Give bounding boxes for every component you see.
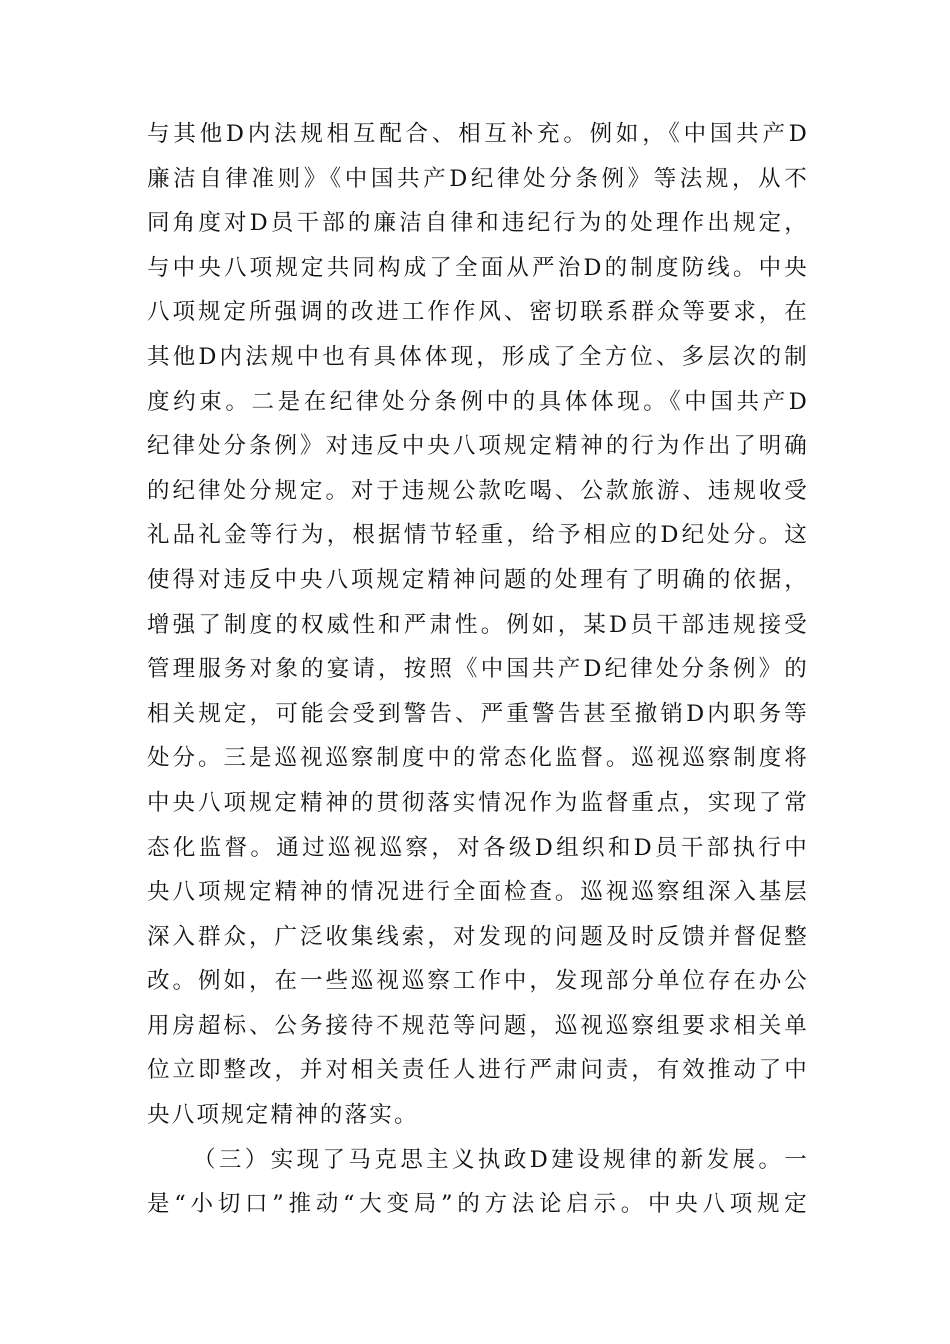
paragraph-end-line: 央八项规定精神的落实。 [147, 1102, 419, 1129]
text-line: 处分。三是巡视巡察制度中的常态化监督。巡视巡察制度将 [147, 745, 809, 772]
text-line: 央八项规定精神的情况进行全面检查。巡视巡察组深入基层 [147, 879, 809, 906]
text-line: 位立即整改，并对相关责任人进行严肃问责，有效推动了中 [147, 1057, 809, 1084]
text-line: 其他D内法规中也有具体体现，形成了全方位、多层次的制 [147, 343, 809, 370]
text-line: 与其他D内法规相互配合、相互补充。例如，《中国共产D [147, 121, 809, 147]
text-line: 的纪律处分规定。对于违规公款吃喝、公款旅游、违规收受 [147, 477, 809, 504]
text-line: 是“小切口”推动“大变局”的方法论启示。中央八项规定 [147, 1191, 809, 1218]
text-line: 中央八项规定精神的贯彻落实情况作为监督重点，实现了常 [147, 789, 809, 816]
text-line: 相关规定，可能会受到警告、严重警告甚至撤销D内职务等 [147, 700, 809, 727]
text-line: 与中央八项规定共同构成了全面从严治D的制度防线。中央 [147, 254, 809, 281]
text-line: 八项规定所强调的改进工作作风、密切联系群众等要求，在 [147, 299, 809, 326]
text-line: 用房超标、公务接待不规范等问题，巡视巡察组要求相关单 [147, 1012, 809, 1039]
text-line: 管理服务对象的宴请，按照《中国共产D纪律处分条例》的 [147, 656, 809, 683]
text-line: 态化监督。通过巡视巡察，对各级D组织和D员干部执行中 [147, 834, 809, 861]
section-heading-line: （三）实现了马克思主义执政D建设规律的新发展。一 [193, 1146, 809, 1173]
text-line: 增强了制度的权威性和严肃性。例如，某D员干部违规接受 [147, 611, 809, 638]
text-line: 使得对违反中央八项规定精神问题的处理有了明确的依据， [147, 566, 809, 593]
text-line: 同角度对D员干部的廉洁自律和违纪行为的处理作出规定， [147, 210, 809, 237]
text-line: 廉洁自律准则》《中国共产D纪律处分条例》等法规，从不 [147, 165, 809, 192]
text-line: 度约束。二是在纪律处分条例中的具体体现。《中国共产D [147, 388, 809, 415]
text-line: 礼品礼金等行为，根据情节轻重，给予相应的D纪处分。这 [147, 522, 809, 549]
body-text [147, 112, 809, 1227]
text-line: 深入群众，广泛收集线索，对发现的问题及时反馈并督促整 [147, 923, 809, 950]
text-line: 改。例如，在一些巡视巡察工作中，发现部分单位存在办公 [147, 968, 809, 995]
text-line: 纪律处分条例》对违反中央八项规定精神的行为作出了明确 [147, 433, 809, 460]
